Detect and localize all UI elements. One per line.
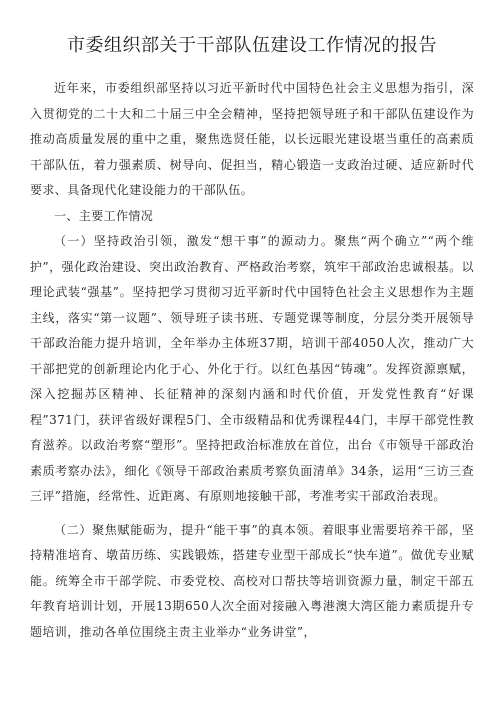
body-paragraph-1: （一）坚持政治引领，激发“想干事”的源动力。聚焦“两个确立”“两个维护”，强化政治建设、突出政治教育、严格政治考察，筑牢干部政治忠诚根基。以理论武装“强基”。坚持把学习贯彻习近平新时代中国特色社会主义思想作为主题主线，落实“第一议题”、领导班子读书班、专题党课等制度，分层分类开展领导干部政治能力提升培训，全年举办主体班37期，培训干部4050人次，推动广大干部把党的创新理论内化于心、外化于行。以红色基因“铸魂”。发挥资源禀赋，深入挖掘苏区精神、长征精神的深刻内涵和时代价值，开发党性教育“好课程”371门，获评省级好课程5门、全市级精品和优秀课程44门，丰厚干部党性教育滋养。以政治考察“塑形”。坚持把政治标准放在首位，出台《市领导干部政治素质考察办法》，细化《领导干部政治素质考察负面清单》34条，运用“三访三查三评”措施，经常性、近距离、有原则地接触干部，考准考实干部政治表现。 [30, 234, 474, 503]
body-paragraph-2: （二）聚焦赋能砺为，提升“能干事”的真本领。着眼事业需要培养干部，坚持精准培育、墩苗历练、实践锻炼，搭建专业型干部成长“快车道”。做优专业赋能。统筹全市干部学院、市委党校、高校对口帮扶等培训资源力量，制定干部五年教育培训计划，开展13期650人次全面对接融入粤港澳大湾区能力素质提升专题培训，推动各单位围绕主责主业举办“业务讲堂”， [30, 522, 474, 639]
paragraph-gap [30, 510, 474, 518]
document-title: 市委组织部关于干部队伍建设工作情况的报告 [67, 35, 437, 56]
intro-paragraph: 近年来，市委组织部坚持以习近平新时代中国特色社会主义思想为指引，深入贯彻党的二十大和二十届三中全会精神，坚持把领导班子和干部队伍建设作为推动高质量发展的重中之重，聚焦选贤任能，以长远眼光建设堪当重任的高素质干部队伍，着力强素质、树导向、促担当，精心锻造一支政治过硬、适应新时代要求、具备现代化建设能力的干部队伍。 [30, 81, 474, 197]
section-heading: 一、主要工作情况 [54, 208, 154, 223]
